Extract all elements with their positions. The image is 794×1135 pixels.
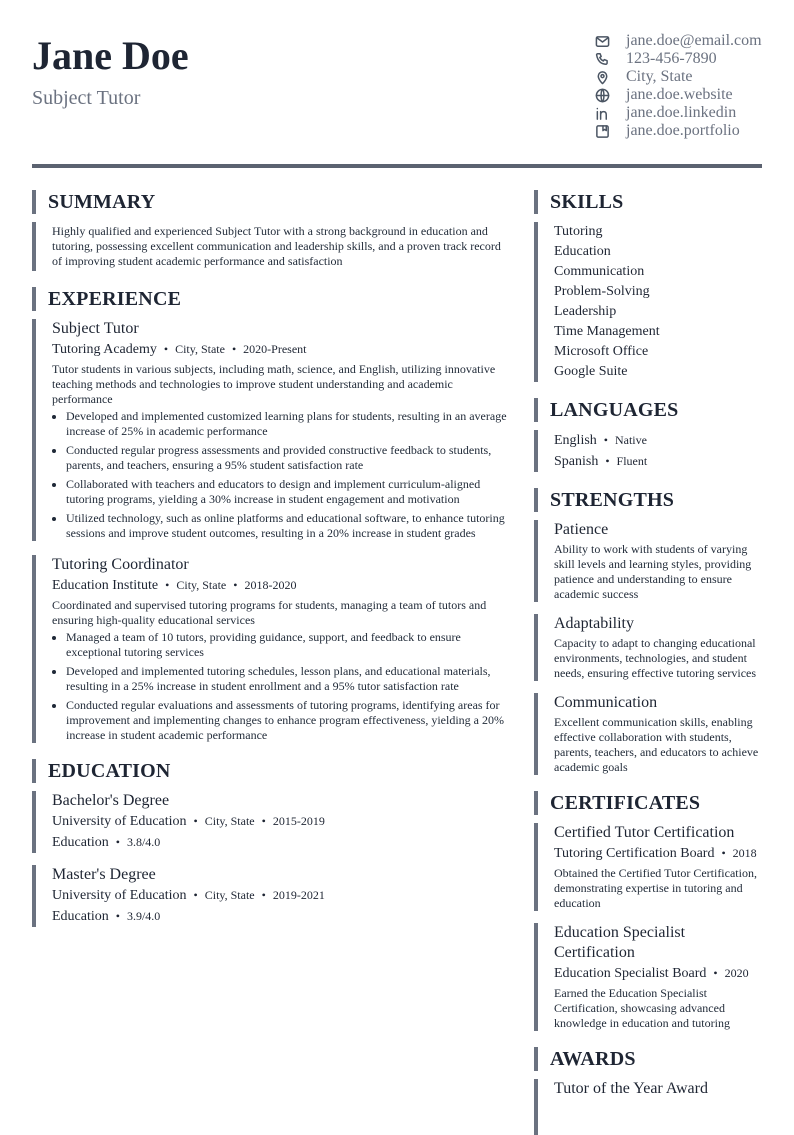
phone-icon [594, 51, 610, 67]
experience-item [32, 319, 512, 541]
summary-block [32, 222, 512, 271]
certificate-year: 2018 [732, 846, 757, 860]
language-level: Fluent [616, 454, 648, 468]
education-field: Education [52, 909, 109, 924]
separator-dot: • [165, 578, 170, 592]
summary-heading: SUMMARY [32, 190, 512, 214]
certificate-title: Education Specialist Certification [554, 924, 686, 961]
certificate-item [534, 823, 762, 911]
strength-title: Adaptability [554, 615, 634, 632]
contact-phone-text: 123-456-7890 [626, 50, 717, 67]
strength-title: Patience [554, 521, 609, 538]
skill-item: Leadership [554, 304, 617, 319]
strength-item [534, 693, 762, 775]
job-bullets [52, 630, 512, 743]
certificate-meta [554, 843, 762, 864]
separator-dot: • [713, 966, 718, 980]
education-dates: 2015-2019 [272, 814, 325, 828]
skills-section [534, 190, 762, 382]
job-location: City, State [175, 342, 225, 356]
strength-item [534, 520, 762, 602]
certificate-description: Earned the Education Specialist Certification, showcasing advanced knowledge in education and tutoring [554, 986, 730, 1030]
strengths-heading: STRENGTHS [534, 488, 762, 512]
separator-dot: • [261, 814, 266, 828]
certificate-item [534, 923, 762, 1031]
contact-website-text: jane.doe.website [626, 86, 733, 103]
job-bullet: • Conducted regular evaluations and assessments of tutoring programs, identifying areas for improvement and implementing changes to enhance program effectiveness, yielding a 20% increase in student academic performance [66, 698, 512, 743]
education-item [32, 791, 512, 853]
skill-item: Google Suite [554, 364, 628, 379]
education-heading: EDUCATION [32, 759, 512, 783]
globe-icon [594, 87, 610, 103]
job-bullets [52, 409, 512, 541]
languages-block [534, 430, 762, 472]
candidate-title: Subject Tutor [32, 87, 141, 109]
experience-item [32, 555, 512, 743]
strength-description: Capacity to adapt to changing educational environments, technologies, and student needs, ensuring effective tutoring services [554, 636, 757, 680]
language-name: Spanish [554, 454, 599, 469]
education-item [32, 865, 512, 927]
experience-section [32, 287, 512, 743]
separator-dot: • [163, 342, 169, 356]
job-bullet: • Conducted regular progress assessments and provided constructive feedback to students, parents, and teachers, ensuring a 95% student satisfaction rate [66, 443, 512, 473]
location-pin-icon [594, 69, 610, 85]
job-meta [52, 575, 512, 596]
strength-description: Excellent communication skills, enabling effective collaboration with students, parents, teachers, and educators to achieve academic goals [554, 715, 759, 774]
education-section [32, 759, 512, 927]
education-field: Education [52, 835, 109, 850]
language-item [554, 451, 762, 472]
experience-heading: EXPERIENCE [32, 287, 512, 311]
job-bullet: • Developed and implemented tutoring schedules, lesson plans, and educational materials, resulting in a 25% increase in student enrollment and a 95% tutor satisfaction rate [66, 664, 512, 694]
resume-page [32, 0, 762, 1123]
awards-heading: AWARDS [534, 1047, 762, 1071]
job-bullet: • Utilized technology, such as online platforms and educational software, to enhance tutoring sessions and improve student outcomes, resulting in a 20% increase in student grades [66, 511, 512, 541]
separator-dot: • [193, 888, 198, 902]
job-dates: 2018-2020 [244, 578, 297, 592]
strengths-section [534, 488, 762, 775]
job-org: Education Institute [52, 578, 159, 593]
strength-title: Communication [554, 694, 658, 711]
contact-phone[interactable] [594, 50, 764, 68]
left-column [32, 190, 512, 927]
skill-item: Tutoring [554, 224, 603, 239]
separator-dot: • [193, 814, 198, 828]
school-location: City, State [204, 888, 255, 902]
contact-location-text: City, State [626, 68, 693, 85]
job-bullet: • Managed a team of 10 tutors, providing guidance, support, and feedback to ensure exceptional tutoring services [66, 630, 512, 660]
summary-section [32, 190, 512, 271]
header-divider [32, 164, 762, 168]
job-title: Subject Tutor [52, 320, 139, 337]
skills-block [534, 222, 762, 382]
education-meta [52, 811, 512, 832]
certificate-meta [554, 963, 762, 984]
degree-title: Bachelor's Degree [52, 792, 170, 809]
job-meta [52, 339, 512, 360]
contact-linkedin-text: jane.doe.linkedin [626, 104, 737, 121]
skill-item: Problem-Solving [554, 284, 650, 299]
job-description: Coordinated and supervised tutoring programs for students, managing a team of tutors and ensuring high-quality educational services [52, 598, 487, 627]
school-location: City, State [204, 814, 255, 828]
skill-item: Time Management [554, 324, 660, 339]
languages-section [534, 398, 762, 472]
certificates-section [534, 791, 762, 1031]
language-level: Native [614, 433, 647, 447]
strength-description: Ability to work with students of varying skill levels and learning styles, providing patience and understanding to ensure academic success [554, 542, 752, 601]
award-title: Tutor of the Year Award [554, 1080, 708, 1097]
job-description: Tutor students in various subjects, including math, science, and English, utilizing innovative teaching methods and technologies to improve student understanding and academic performance [52, 362, 496, 406]
education-field-row [52, 906, 512, 927]
education-field-row [52, 832, 512, 853]
job-bullet: • Collaborated with teachers and educators to design and implement curriculum-aligned tutoring programs, yielding a 30% increase in student engagement and motivation [66, 477, 512, 507]
languages-heading: LANGUAGES [534, 398, 762, 422]
contact-linkedin[interactable] [594, 104, 764, 122]
job-title: Tutoring Coordinator [52, 556, 189, 573]
certificate-year: 2020 [724, 966, 749, 980]
strength-item [534, 614, 762, 681]
certificate-issuer: Education Specialist Board [554, 966, 707, 981]
job-org: Tutoring Academy [52, 342, 157, 357]
certificates-heading: CERTIFICATES [534, 791, 762, 815]
contact-portfolio-text: jane.doe.portfolio [626, 122, 740, 139]
contact-website[interactable] [594, 86, 764, 104]
awards-section [534, 1047, 762, 1135]
certificate-issuer: Tutoring Certification Board [554, 846, 715, 861]
language-item [554, 430, 762, 451]
language-name: English [554, 433, 597, 448]
job-dates: 2020-Present [243, 342, 307, 356]
degree-title: Master's Degree [52, 866, 156, 883]
summary-text: Highly qualified and experienced Subject Tutor with a strong background in education and tutoring, possessing excellent communication and leadership skills, and a proven track record of improving student academic performance and satisfaction [52, 224, 501, 268]
certificate-description: Obtained the Certified Tutor Certification, demonstrating expertise in tutoring and education [554, 866, 757, 910]
portfolio-icon [594, 123, 610, 139]
candidate-name: Jane Doe [32, 33, 189, 78]
right-column [534, 190, 762, 1135]
school-name: University of Education [52, 888, 187, 903]
contact-portfolio[interactable] [594, 122, 764, 140]
school-name: University of Education [52, 814, 187, 829]
separator-dot: • [233, 578, 238, 592]
education-gpa: 3.8/4.0 [126, 835, 161, 849]
job-bullet: • Developed and implemented customized learning plans for students, resulting in an average increase of 25% in academic performance [66, 409, 512, 439]
job-location: City, State [176, 578, 227, 592]
skill-item: Education [554, 244, 611, 259]
mail-icon [594, 33, 610, 49]
skill-item: Microsoft Office [554, 344, 649, 359]
award-item [534, 1079, 762, 1135]
separator-dot: • [603, 433, 608, 447]
skill-item: Communication [554, 264, 645, 279]
separator-dot: • [115, 835, 120, 849]
skills-heading: SKILLS [534, 190, 762, 214]
education-meta [52, 885, 512, 906]
education-gpa: 3.9/4.0 [126, 909, 161, 923]
education-dates: 2019-2021 [272, 888, 325, 902]
contact-list [594, 32, 764, 140]
separator-dot: • [605, 454, 610, 468]
separator-dot: • [231, 342, 237, 356]
contact-location [594, 68, 764, 86]
separator-dot: • [115, 909, 120, 923]
contact-email[interactable] [594, 32, 764, 50]
separator-dot: • [721, 846, 726, 860]
contact-email-text: jane.doe@email.com [626, 32, 762, 49]
separator-dot: • [261, 888, 266, 902]
linkedin-icon [594, 105, 610, 121]
certificate-title: Certified Tutor Certification [554, 824, 735, 841]
